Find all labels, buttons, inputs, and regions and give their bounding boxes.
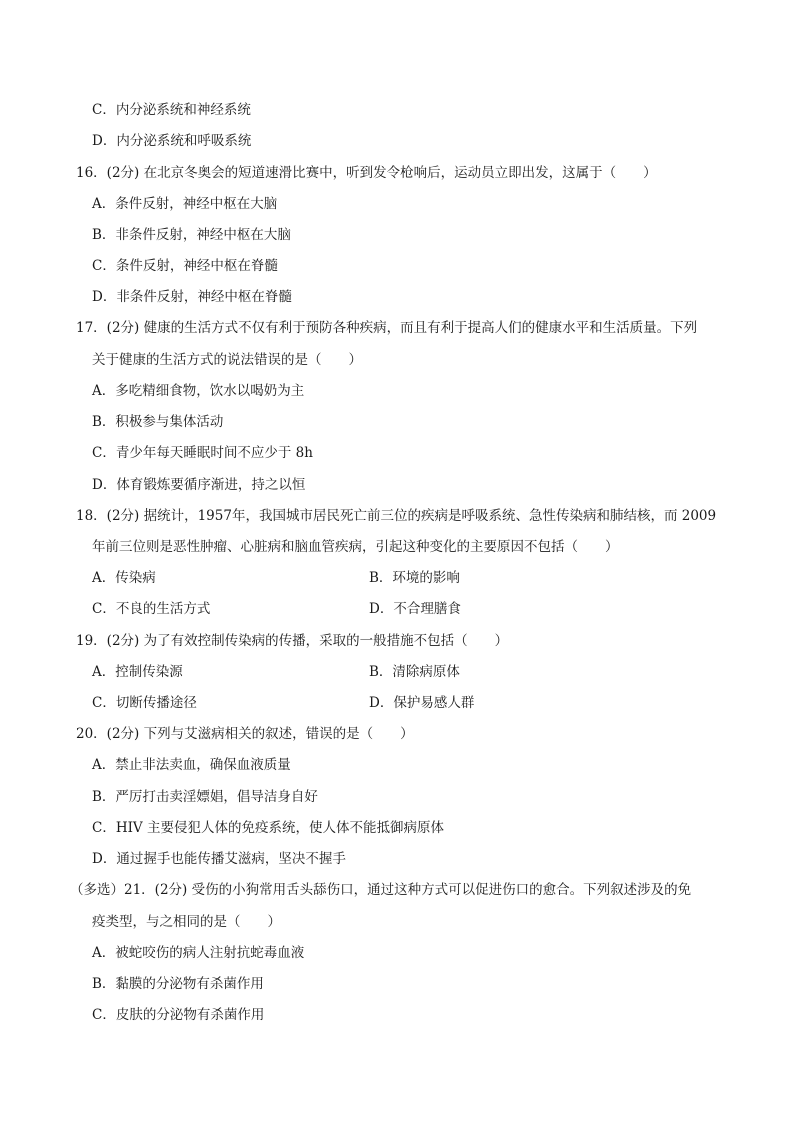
q18-option-a: A．传染病 bbox=[92, 570, 156, 586]
q20-option-c: C．HIV 主要侵犯人体的免疫系统，使人体不能抵御病原体 bbox=[92, 820, 444, 836]
q17-option-c: C．青少年每天睡眠时间不应少于 8h bbox=[92, 445, 313, 461]
q15-option-c: C．内分泌系统和神经系统 bbox=[92, 102, 251, 118]
q21-option-c: C．皮肤的分泌物有杀菌作用 bbox=[92, 1007, 265, 1023]
q16-stem: 16．(2分) 在北京冬奥会的短道速滑比赛中，听到发令枪响后，运动员立即出发，这属于（ ） bbox=[76, 165, 657, 181]
q21-stem-line2: 疫类型，与之相同的是（ ） bbox=[92, 914, 281, 930]
q21-stem-line1: （多选）21．(2分) 受伤的小狗常用舌头舔伤口，通过这种方式可以促进伤口的愈合。下列叙述涉及的免 bbox=[70, 882, 692, 898]
q17-option-b: B．积极参与集体活动 bbox=[92, 414, 224, 430]
q17-option-d: D．体育锻炼要循序渐进，持之以恒 bbox=[92, 477, 306, 493]
q18-stem-line2: 年前三位则是恶性肿瘤、心脏病和脑血管疾病，引起这种变化的主要原因不包括（ ） bbox=[92, 539, 619, 555]
q15-option-d: D．内分泌系统和呼吸系统 bbox=[92, 133, 252, 149]
q17-option-a: A．多吃精细食物，饮水以喝奶为主 bbox=[92, 383, 305, 399]
q18-option-b: B．环境的影响 bbox=[369, 570, 460, 586]
q19-option-a: A．控制传染源 bbox=[92, 664, 183, 680]
q17-stem-line2: 关于健康的生活方式的说法错误的是（ ） bbox=[92, 352, 362, 368]
q19-option-b: B．清除病原体 bbox=[369, 664, 460, 680]
q19-option-d: D．保护易感人群 bbox=[369, 695, 475, 711]
q19-option-c: C．切断传播途径 bbox=[92, 695, 197, 711]
q20-option-a: A．禁止非法卖血，确保血液质量 bbox=[92, 757, 291, 773]
q16-option-a: A．条件反射，神经中枢在大脑 bbox=[92, 196, 278, 212]
q20-stem: 20．(2分) 下列与艾滋病相关的叙述，错误的是（ ） bbox=[76, 726, 414, 742]
q18-option-c: C．不良的生活方式 bbox=[92, 601, 211, 617]
q20-option-d: D．通过握手也能传播艾滋病，坚决不握手 bbox=[92, 851, 346, 867]
q19-stem: 19．(2分) 为了有效控制传染病的传播，采取的一般措施不包括（ ） bbox=[76, 633, 509, 649]
q16-option-c: C．条件反射，神经中枢在脊髓 bbox=[92, 258, 278, 274]
q16-option-d: D．非条件反射，神经中枢在脊髓 bbox=[92, 289, 292, 305]
q21-option-a: A．被蛇咬伤的病人注射抗蛇毒血液 bbox=[92, 945, 305, 961]
q21-option-b: B．黏膜的分泌物有杀菌作用 bbox=[92, 976, 264, 992]
q18-stem-line1: 18．(2分) 据统计，1957年，我国城市居民死亡前三位的疾病是呼吸系统、急性传染病和肺结核，而 2009 bbox=[76, 508, 717, 524]
q16-option-b: B．非条件反射，神经中枢在大脑 bbox=[92, 227, 291, 243]
q18-option-d: D．不合理膳食 bbox=[369, 601, 461, 617]
q17-stem-line1: 17．(2分) 健康的生活方式不仅有利于预防各种疾病，而且有利于提高人们的健康水平和生活质量。下列 bbox=[76, 320, 698, 336]
q20-option-b: B．严厉打击卖淫嫖娼，倡导洁身自好 bbox=[92, 789, 318, 805]
